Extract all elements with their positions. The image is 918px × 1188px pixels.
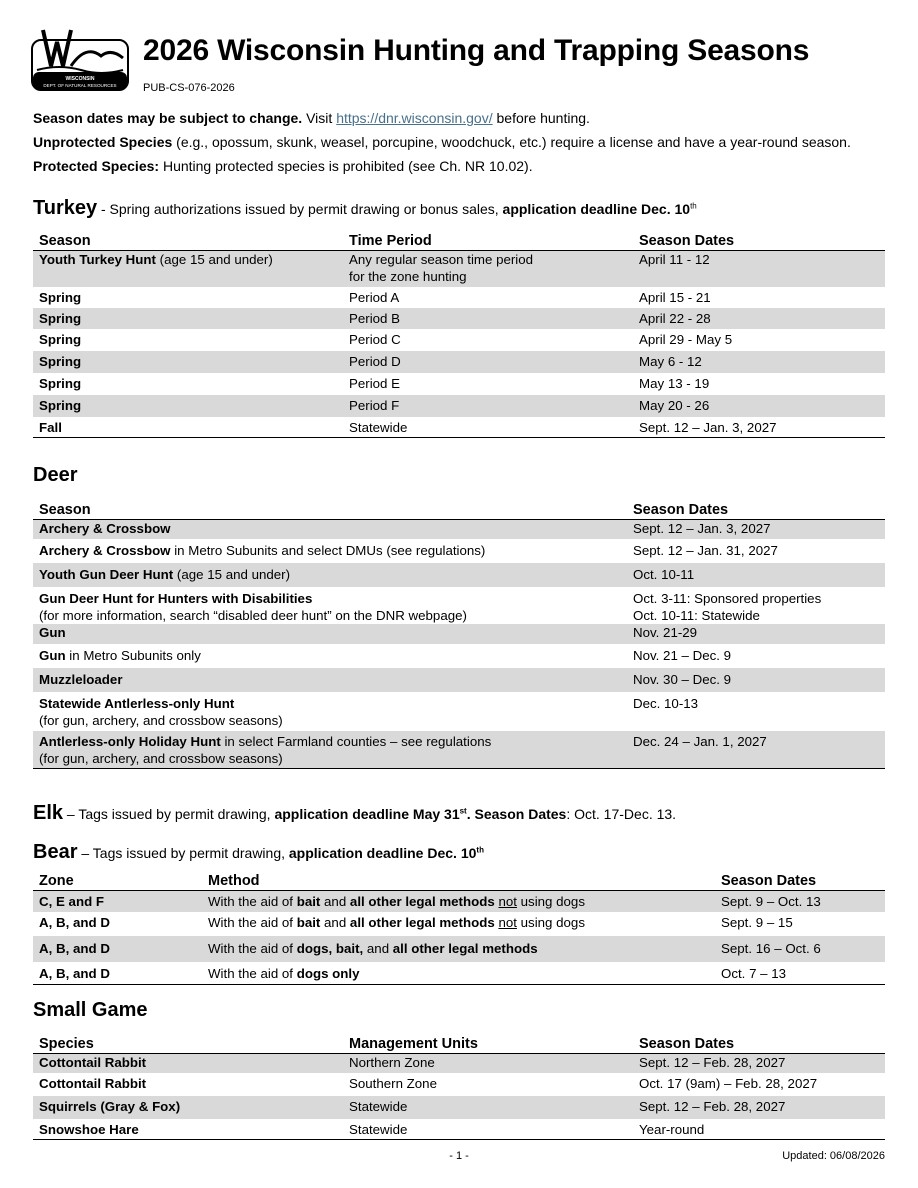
bear-heading: Bear – Tags issued by permit drawing, application deadline Dec. 10th xyxy=(33,841,484,863)
table-row: Spring Period B April 22 - 28 xyxy=(33,308,885,329)
table-row: A, B, and D With the aid of dogs only Oct. 7 – 13 xyxy=(33,962,885,985)
column-header: Management Units xyxy=(343,1033,633,1054)
table-row: Spring Period E May 13 - 19 xyxy=(39,376,710,391)
table-row: Snowshoe Hare Statewide Year-round xyxy=(33,1119,885,1140)
bear-section xyxy=(33,838,885,985)
intro-line-1: Season dates may be subject to change. Visit https://dnr.wisconsin.gov/ before hunting. xyxy=(33,110,590,126)
table-row: Spring Period D May 6 - 12 xyxy=(33,351,885,373)
table-row: Cottontail Rabbit Northern Zone Sept. 12 – Feb. 28, 2027 xyxy=(33,1054,885,1074)
table-row: Statewide Antlerless-only Hunt (for gun, archery, and crossbow seasons) Dec. 10-13 xyxy=(39,696,699,728)
elk-section xyxy=(33,799,885,827)
small-game-table xyxy=(33,1033,885,1140)
elk-heading: Elk – Tags issued by permit drawing, application deadline May 31st. Season Dates: Oct. 17-Dec. 13. xyxy=(33,802,677,824)
header xyxy=(31,26,891,98)
table-row: A, B, and D With the aid of bait and all other legal methods not using dogs Sept. 9 – 15 xyxy=(39,915,793,930)
table-row: Archery & Crossbow in Metro Subunits and select DMUs (see regulations) Sept. 12 – Jan. 31, 2027 xyxy=(39,543,778,558)
column-header: Method xyxy=(202,870,715,891)
table-row: Spring Period A April 15 - 21 xyxy=(39,290,711,305)
turkey-section xyxy=(33,194,885,438)
column-header: Season Dates xyxy=(715,870,885,891)
dnr-website-link[interactable]: https://dnr.wisconsin.gov/ xyxy=(336,110,493,126)
table-row: Youth Gun Deer Hunt (age 15 and under) Oct. 10-11 xyxy=(33,563,885,587)
table-row: Spring Period C April 29 - May 5 xyxy=(39,332,733,347)
deer-section xyxy=(33,461,885,769)
small-game-section xyxy=(33,996,885,1140)
column-header: Season Dates xyxy=(633,230,885,251)
table-row: Squirrels (Gray & Fox) Statewide Sept. 12 – Feb. 28, 2027 xyxy=(33,1096,885,1119)
updated-date: Updated: 06/08/2026 xyxy=(782,1150,885,1162)
column-header: Season xyxy=(33,230,343,251)
page-number: - 1 - xyxy=(449,1150,469,1162)
page-title: 2026 Wisconsin Hunting and Trapping Seasons xyxy=(143,34,810,67)
table-row: Cottontail Rabbit Southern Zone Oct. 17 (9am) – Feb. 28, 2027 xyxy=(39,1076,818,1091)
table-row: Youth Turkey Hunt (age 15 and under) Any regular season time period for the zone hunting April 11 - 12 xyxy=(33,251,885,288)
intro-line-2: Unprotected Species (e.g., opossum, skunk, weasel, porcupine, woodchuck, etc.) require a license and have a year-round season. Protected Species: Hunting protected species is prohibited (see Ch. NR 10.02). xyxy=(33,134,851,174)
wisconsin-dnr-logo xyxy=(31,26,129,92)
publication-number: PUB-CS-076-2026 xyxy=(143,82,235,94)
svg-text:DEPT. OF NATURAL RESOURCES: DEPT. OF NATURAL RESOURCES xyxy=(43,83,117,88)
table-row: Archery & Crossbow Sept. 12 – Jan. 3, 2027 xyxy=(33,520,885,540)
table-row: Gun Nov. 21-29 xyxy=(33,624,885,644)
table-row: Fall Statewide Sept. 12 – Jan. 3, 2027 xyxy=(33,417,885,438)
small-game-heading: Small Game xyxy=(33,999,148,1021)
bear-table xyxy=(33,870,885,985)
column-header: Zone xyxy=(33,870,202,891)
column-header: Season Dates xyxy=(633,1033,885,1054)
table-row: Gun in Metro Subunits only Nov. 21 – Dec. 9 xyxy=(39,648,732,663)
table-row: Muzzleloader Nov. 30 – Dec. 9 xyxy=(33,668,885,692)
column-header: Season Dates xyxy=(627,499,885,520)
column-header: Time Period xyxy=(343,230,633,251)
deer-heading: Deer xyxy=(33,464,78,486)
column-header: Species xyxy=(33,1033,343,1054)
table-row: C, E and F With the aid of bait and all other legal methods not using dogs Sept. 9 – Oct. 13 xyxy=(33,891,885,913)
table-row: A, B, and D With the aid of dogs, bait, and all other legal methods Sept. 16 – Oct. 6 xyxy=(33,936,885,962)
table-row: Gun Deer Hunt for Hunters with Disabilities (for more information, search “disabled deer hunt” on the DNR webpage) Oct. 3-11: Sponsored properties Oct. 10-11: Statewide xyxy=(39,591,822,623)
column-header: Season xyxy=(33,499,627,520)
deer-table xyxy=(33,499,885,769)
turkey-heading: Turkey - Spring authorizations issued by permit drawing or bonus sales, application deadline Dec. 10th xyxy=(33,197,697,219)
svg-text:WISCONSIN: WISCONSIN xyxy=(65,76,95,82)
turkey-table xyxy=(33,230,885,438)
table-row: Spring Period F May 20 - 26 xyxy=(33,395,885,417)
intro-text xyxy=(33,106,888,178)
table-row: Antlerless-only Holiday Hunt in select Farmland counties – see regulations (for gun, archery, and crossbow seasons) Dec. 24 – Jan. 1, 2027 xyxy=(33,731,885,769)
